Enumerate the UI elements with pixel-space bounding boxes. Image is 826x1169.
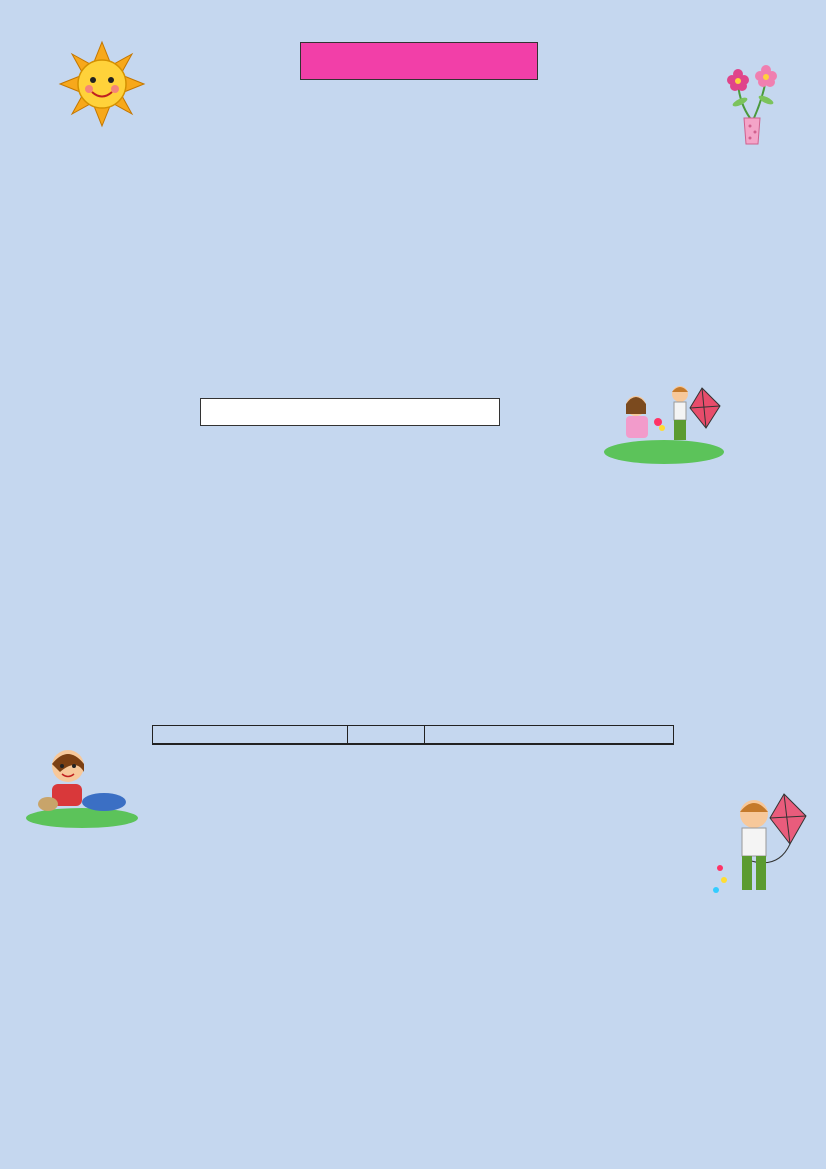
passive-column [425, 744, 674, 745]
verb-box [200, 398, 500, 426]
page-title [300, 42, 538, 80]
table-header-row [153, 726, 674, 744]
table-row [153, 744, 674, 745]
flower-vase-icon [722, 64, 782, 148]
children-kite-illustration [602, 378, 728, 468]
sun-icon [58, 40, 146, 128]
match-table [152, 725, 674, 745]
active-column [153, 744, 348, 745]
number-column [348, 744, 425, 745]
girl-lying-illustration [24, 744, 140, 832]
boy-kite-illustration [708, 790, 812, 902]
